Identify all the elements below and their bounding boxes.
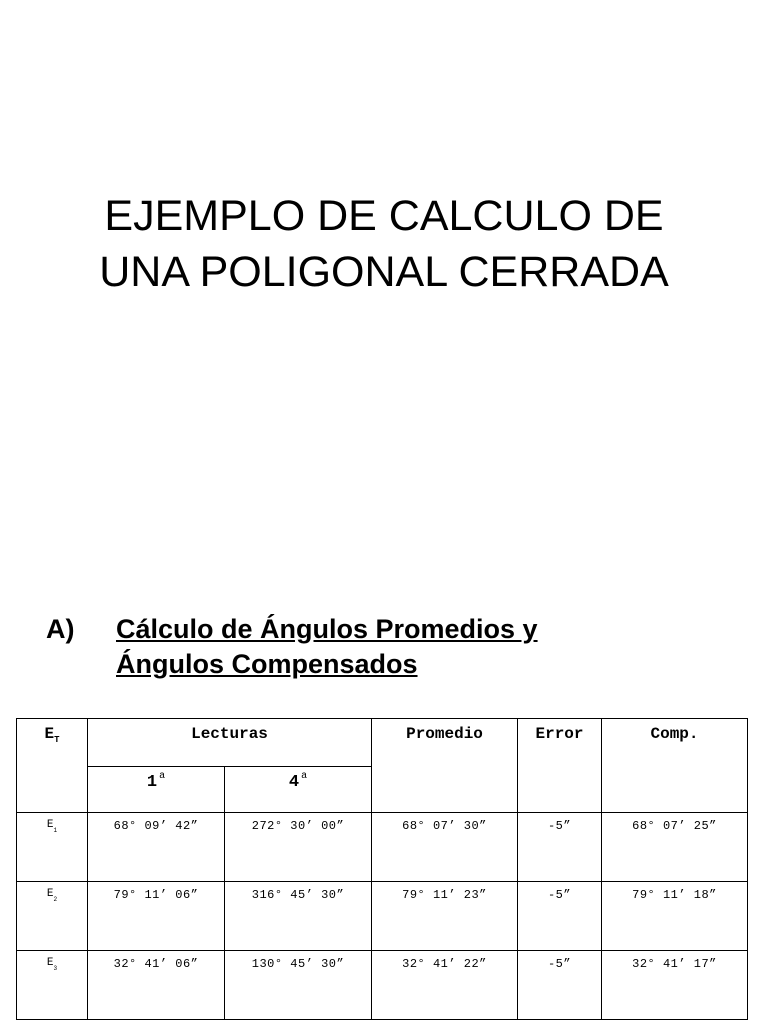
average-cell: 32° 41’ 22” xyxy=(372,951,518,1020)
section-title-line-1: Cálculo de Ángulos Promedios y xyxy=(116,614,538,644)
section-title-line-2: Ángulos Compensados xyxy=(116,649,418,679)
comp-cell: 68° 07’ 25” xyxy=(602,813,748,882)
station-cell: $E_3$ xyxy=(17,951,88,1020)
section-letter: A) xyxy=(46,614,75,644)
subheader-first-reading: 1 $^a$ xyxy=(88,767,225,813)
error-cell: -5” xyxy=(518,951,602,1020)
comp-cell: 79° 11’ 18” xyxy=(602,882,748,951)
station-cell: $E_2$ xyxy=(17,882,88,951)
header-error: Error xyxy=(518,719,602,813)
section-title xyxy=(116,612,676,682)
station-cell: $E_1$ xyxy=(17,813,88,882)
average-cell: 79° 11’ 23” xyxy=(372,882,518,951)
table-row xyxy=(17,813,748,882)
header-station: $E_T$ xyxy=(17,719,88,813)
table-header-row xyxy=(17,719,748,767)
header-average: Promedio xyxy=(372,719,518,813)
page-title xyxy=(0,188,768,300)
first-reading-cell: 32° 41’ 06” xyxy=(88,951,225,1020)
title-line-1: EJEMPLO DE CALCULO DE xyxy=(104,192,664,240)
fourth-reading-cell: 130° 45’ 30” xyxy=(225,951,372,1020)
table-row xyxy=(17,882,748,951)
fourth-reading-cell: 272° 30’ 00” xyxy=(225,813,372,882)
subheader-fourth-reading: 4 $^a$ xyxy=(225,767,372,813)
table-row xyxy=(17,951,748,1020)
fourth-reading-cell: 316° 45’ 30” xyxy=(225,882,372,951)
first-reading-cell: 79° 11’ 06” xyxy=(88,882,225,951)
first-reading-cell: 68° 09’ 42” xyxy=(88,813,225,882)
average-cell: 68° 07’ 30” xyxy=(372,813,518,882)
comp-cell: 32° 41’ 17” xyxy=(602,951,748,1020)
error-cell: -5” xyxy=(518,813,602,882)
header-readings: Lecturas xyxy=(88,719,372,767)
title-line-2: UNA POLIGONAL CERRADA xyxy=(99,248,669,296)
header-comp: Comp. xyxy=(602,719,748,813)
readings-table xyxy=(16,718,748,1020)
error-cell: -5” xyxy=(518,882,602,951)
